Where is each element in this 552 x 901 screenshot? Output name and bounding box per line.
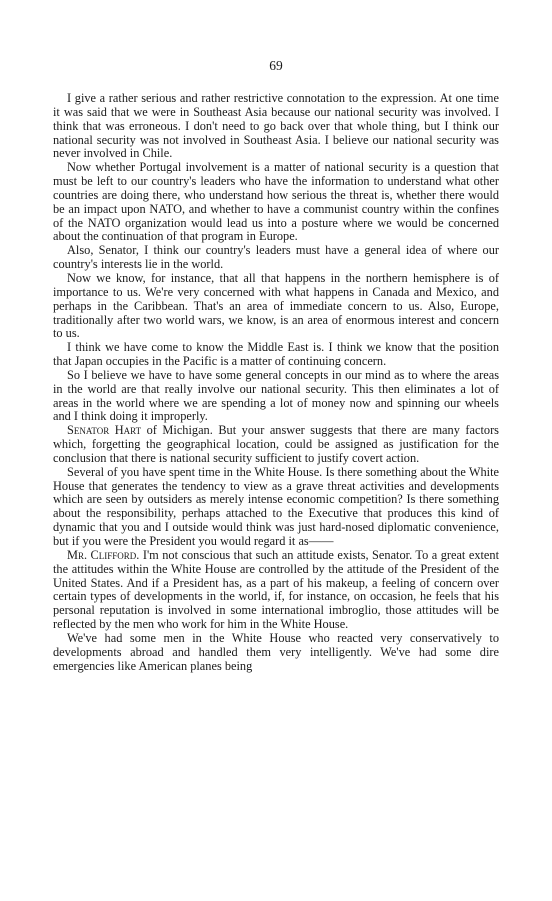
paragraph-text: I think we have come to know the Middle East is. I think we know that the position that Japan occupies in the Pacific is a matter of continuing concern. [53,340,499,369]
page-number: 69 [269,58,283,73]
paragraph [53,466,499,549]
speaker-name: Senator Hart [67,423,142,438]
paragraph-text: of Michigan. But your answer suggests that there are many factors which, forgetting the geographical location, could be assigned as justification for the conclusion that there is national security sufficient to justify covert action. [53,423,499,465]
paragraph-text: Several of you have spent time in the White House. Is there something about the White House that generates the tendency to view as a grave threat activities and developments which are seen by outsiders as merely intense economic competition? Is there something about the responsibility, perhaps attached to the Executive that produces this kind of dynamic that you and I outside would think was just hard-nosed diplomatic convenience, but if you were the President you would regard it as—— [53,464,499,548]
paragraph-text: Also, Senator, I think our country's leaders must have a general idea of where our country's interests lie in the world. [53,243,499,272]
paragraph [53,161,499,244]
body-text [53,92,499,673]
speaker-name: Mr. Clifford. [67,547,140,562]
paragraph [53,244,499,272]
paragraph [53,549,499,632]
paragraph-text: Now whether Portugal involvement is a matter of national security is a question that must be left to our country's leaders who have the information to understand what other countries are doing there, who understand how serious the threat is, whether there would be an impact upon NATO, and whether to have a communist country within the confines of the NATO organization would lead us into a posture where we would be concerned about the continuation of that program in Europe. [53,160,499,244]
paragraph [53,632,499,674]
paragraph-text: So I believe we have to have some general concepts in our mind as to where the areas in the world are that really involve our national security. This then eliminates a lot of areas in the world where we are spending a lot of money now and spinning our wheels and I think doing it improperly. [53,367,499,424]
paragraph [53,272,499,341]
paragraph [53,369,499,424]
paragraph-text: Now we know, for instance, that all that happens in the northern hemisphere is of importance to us. We're very concerned with what happens in Canada and Mexico, and perhaps in the Caribbean. That's an area of immediate concern to us. Also, Europe, traditionally after two world wars, we know, is an area of enormous interest and concern to us. [53,270,499,341]
paragraph-text: I'm not conscious that such an attitude exists, Senator. To a great extent the attitudes within the White House are controlled by the attitude of the President of the United States. And if a President has, as a part of his makeup, a feeling of concern over certain types of developments in the world, if, for instance, on occasion, he feels that his personal reputation is involved in some international imbroglio, those attitudes will be reflected by the men who work for him in the White House. [53,547,500,632]
paragraph [53,92,499,161]
paragraph [53,424,499,466]
paragraph [53,341,499,369]
paragraph-text: I give a rather serious and rather restrictive connotation to the expression. At one time it was said that we were in Southeast Asia because our national security was involved. I think that was erroneous. I don't need to go back over that whole thing, but I think our national security was not involved in Southeast Asia. I believe our national security was never involved in Chile. [53,91,499,161]
paragraph-text: We've had some men in the White House who reacted very conservatively to developments abroad and handled them very intelligently. We've had some dire emergencies like American planes being [53,630,499,673]
